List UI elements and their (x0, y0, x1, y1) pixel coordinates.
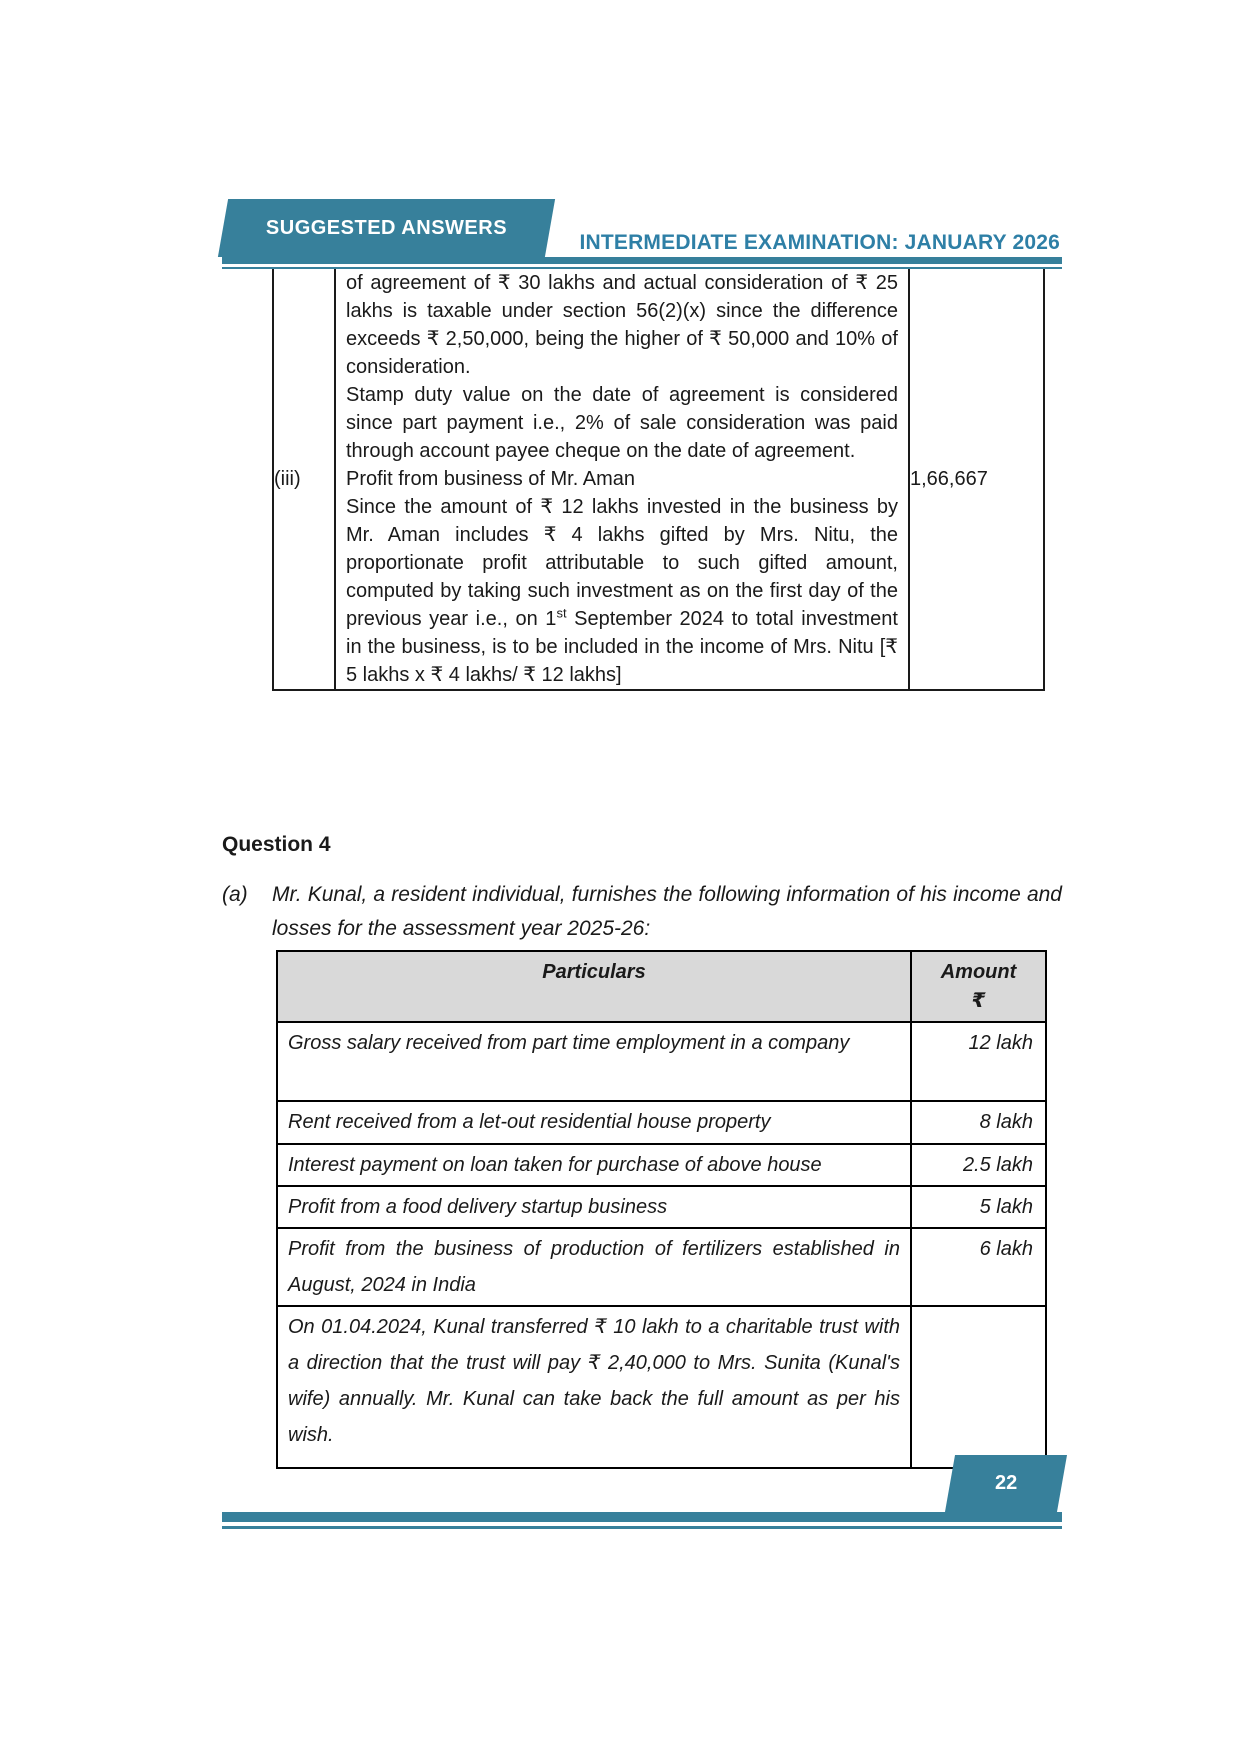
particulars-cell: Rent received from a let-out residential house property (277, 1101, 911, 1144)
table-row (277, 1022, 1046, 1101)
particulars-cell: Profit from the business of production of fertilizers established in August, 2024 in India (277, 1228, 911, 1306)
ordinal-superscript: st (556, 605, 567, 621)
page-number-badge (945, 1455, 1067, 1512)
rupee-symbol: ₹ (971, 990, 986, 1012)
column-header-amount (911, 951, 1046, 1022)
particulars-cell: Profit from a food delivery startup business (277, 1186, 911, 1228)
amount-cell (911, 1306, 1046, 1468)
answer-continued-cell (334, 269, 910, 465)
footer-rule-thin (222, 1526, 1062, 1529)
amount-header-word: Amount (940, 961, 1017, 983)
answer-heading-label: Profit from business of Mr. Aman (346, 468, 635, 490)
answer-table (272, 269, 1045, 691)
answer-paragraph (346, 493, 898, 689)
header-rule-thick (222, 257, 1062, 264)
question-intro-text: Mr. Kunal, a resident individual, furnishes the following information of his income and losses for the assessment year 2025-26: (272, 883, 1062, 940)
table-header-row (277, 951, 1046, 1022)
table-row (277, 1186, 1046, 1228)
page-number: 22 (994, 1472, 1018, 1494)
answer-amount-cell-empty (910, 269, 1043, 465)
banner-label: SUGGESTED ANSWERS (265, 216, 508, 239)
amount-cell: 6 lakh (911, 1228, 1046, 1306)
answer-index-label: (iii) (274, 468, 301, 490)
particulars-table (276, 950, 1047, 1469)
answer-index-iii (274, 465, 334, 493)
amount-cell: 5 lakh (911, 1186, 1046, 1228)
answer-amount-cell-empty (910, 493, 1043, 689)
suggested-answers-banner (218, 199, 555, 257)
footer-rule-thick (222, 1512, 1062, 1522)
answer-amount-cell (910, 465, 1043, 493)
question-intro (222, 878, 1062, 946)
answer-paragraph: Stamp duty value on the date of agreement is considered since part payment i.e., 2% of sale consideration was paid through account payee cheque on the date of agreement. (346, 384, 898, 462)
particulars-cell: Gross salary received from part time employment in a company (277, 1022, 911, 1101)
table-row (277, 1306, 1046, 1468)
amount-cell: 2.5 lakh (911, 1144, 1046, 1186)
answer-heading-cell (334, 465, 910, 493)
particulars-cell: On 01.04.2024, Kunal transferred ₹ 10 lakh to a charitable trust with a direction that the trust will pay ₹ 2,40,000 to Mrs. Sunita (Kunal's wife) annually. Mr. Kunal can take back the full amount as per his wish. (277, 1306, 911, 1468)
question-part-label: (a) (222, 883, 248, 906)
answer-explanation-cell (334, 493, 910, 689)
amount-cell: 12 lakh (911, 1022, 1046, 1101)
answer-index-cell-empty (274, 269, 334, 465)
answer-paragraph-text: September 2024 to total investment in the business, is to be included in the income of Mrs. Nitu [₹ 5 lakhs x ₹ 4 lakhs/ ₹ 12 lakhs] (346, 608, 898, 686)
amount-cell: 8 lakh (911, 1101, 1046, 1144)
answer-amount-value: 1,66,667 (910, 468, 988, 490)
answer-paragraph: of agreement of ₹ 30 lakhs and actual consideration of ₹ 25 lakhs is taxable under section 56(2)(x) since the difference exceeds ₹ 2,50,000, being the higher of ₹ 50,000 and 10% of consideration. (346, 272, 898, 378)
particulars-cell: Interest payment on loan taken for purchase of above house (277, 1144, 911, 1186)
answer-index-cell-empty (274, 493, 334, 689)
exam-title: INTERMEDIATE EXAMINATION: JANUARY 2026 (579, 231, 1060, 254)
table-row (277, 1144, 1046, 1186)
table-row (277, 1228, 1046, 1306)
column-header-particulars: Particulars (277, 951, 911, 1022)
question-heading: Question 4 (222, 833, 331, 856)
table-row (277, 1101, 1046, 1144)
answer-paragraph-text: Since the amount of ₹ 12 lakhs invested in the business by Mr. Aman includes ₹ 4 lakhs gifted by Mrs. Nitu, the proportionate profit attributable to such gifted amount, computed by taking such investment as on the first day of the previous year i.e., on 1 (346, 496, 898, 630)
